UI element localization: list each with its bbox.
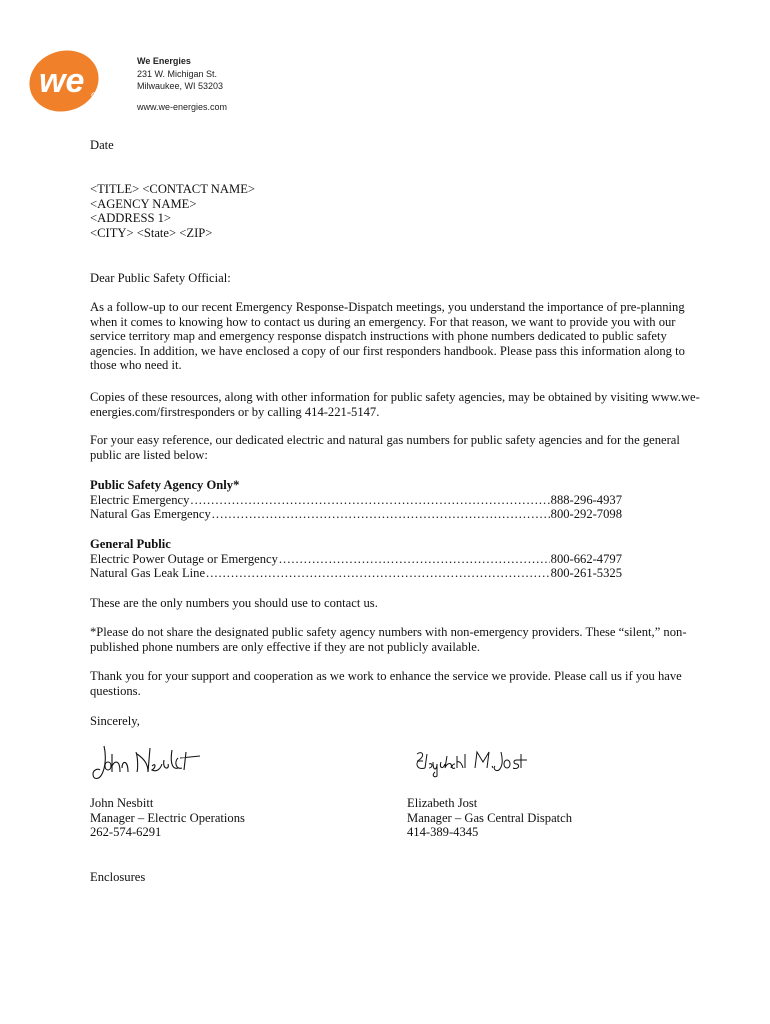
reference-paragraph: For your easy reference, our dedicated electric and natural gas numbers for public safety agencies and for the general public are listed below:	[90, 433, 680, 462]
logo-text: we	[39, 62, 85, 100]
warning-paragraph: *Please do not share the designated public safety agency numbers with non-emergency providers. These “silent,” non-published phone numbers are only effective if they are not publicly available.	[90, 625, 687, 654]
resources-paragraph: Copies of these resources, along with other information for public safety agencies, may be obtained by visiting www.we-energies.com/firstresponders or by calling 414-221-5147.	[90, 390, 700, 419]
recipient-address	[90, 182, 710, 240]
phone-label: Natural Gas Leak Line	[90, 566, 206, 581]
date-label: Date	[90, 138, 114, 152]
phone-row	[90, 552, 622, 567]
section-title: General Public	[90, 537, 171, 551]
phone-row	[90, 566, 622, 581]
phone-number: 800-662-4797	[550, 551, 622, 566]
dot-leader	[190, 493, 549, 508]
salutation: Dear Public Safety Official:	[90, 271, 231, 285]
signer-name: Elizabeth Jost	[407, 796, 478, 810]
company-city: Milwaukee, WI 53203	[137, 81, 224, 91]
address-line: <AGENCY NAME>	[90, 196, 197, 211]
company-street: 231 W. Michigan St.	[137, 68, 218, 79]
general-public-section	[90, 537, 710, 581]
phone-label: Electric Emergency	[90, 492, 190, 507]
dot-leader	[206, 566, 550, 581]
signer-john-nesbitt	[90, 796, 245, 840]
only-numbers-paragraph: These are the only numbers you should use to contact us.	[90, 596, 378, 610]
phone-row	[90, 493, 622, 508]
signature-john-nesbitt	[90, 740, 202, 784]
dot-leader	[279, 552, 550, 567]
phone-label: Electric Power Outage or Emergency	[90, 551, 278, 566]
company-website: www.we-energies.com	[137, 101, 228, 112]
signer-elizabeth-jost	[407, 796, 572, 840]
phone-number: 888-296-4937	[550, 492, 622, 507]
closing: Sincerely,	[90, 714, 140, 728]
section-title: Public Safety Agency Only*	[90, 478, 240, 492]
signer-phone: 414-389-4345	[407, 825, 479, 840]
public-safety-section	[90, 478, 710, 522]
phone-row	[90, 507, 622, 522]
address-line: <ADDRESS 1>	[90, 211, 172, 226]
intro-paragraph: As a follow-up to our recent Emergency Response-Dispatch meetings, you understand the importance of pre-planning when it comes to knowing how to contact us during an emergency. For that reason, we want to provide you with our service territory map and emergency response dispatch instructions with phone numbers dedicated to public safety agencies. In addition, we have enclosed a copy of our first responders handbook. Please pass this information along to those who need it.	[90, 300, 685, 373]
we-energies-logo	[28, 49, 102, 113]
phone-label: Natural Gas Emergency	[90, 507, 211, 522]
phone-number: 800-292-7098	[550, 507, 622, 522]
enclosures-label: Enclosures	[90, 870, 146, 884]
signature-elizabeth-jost	[413, 748, 529, 778]
address-line: <TITLE> <CONTACT NAME>	[90, 182, 255, 196]
company-name: We Energies	[137, 56, 191, 66]
letterhead-address	[137, 55, 227, 113]
phone-number: 800-261-5325	[550, 566, 622, 581]
address-line: <CITY> <State> <ZIP>	[90, 225, 213, 240]
signer-name: John Nesbitt	[90, 796, 154, 810]
signer-title: Manager – Gas Central Dispatch	[407, 810, 573, 825]
signer-title: Manager – Electric Operations	[90, 810, 245, 825]
signer-phone: 262-574-6291	[90, 825, 162, 840]
dot-leader	[212, 507, 550, 522]
thanks-paragraph: Thank you for your support and cooperation as we work to enhance the service we provide. Please call us if you have questions.	[90, 669, 682, 698]
